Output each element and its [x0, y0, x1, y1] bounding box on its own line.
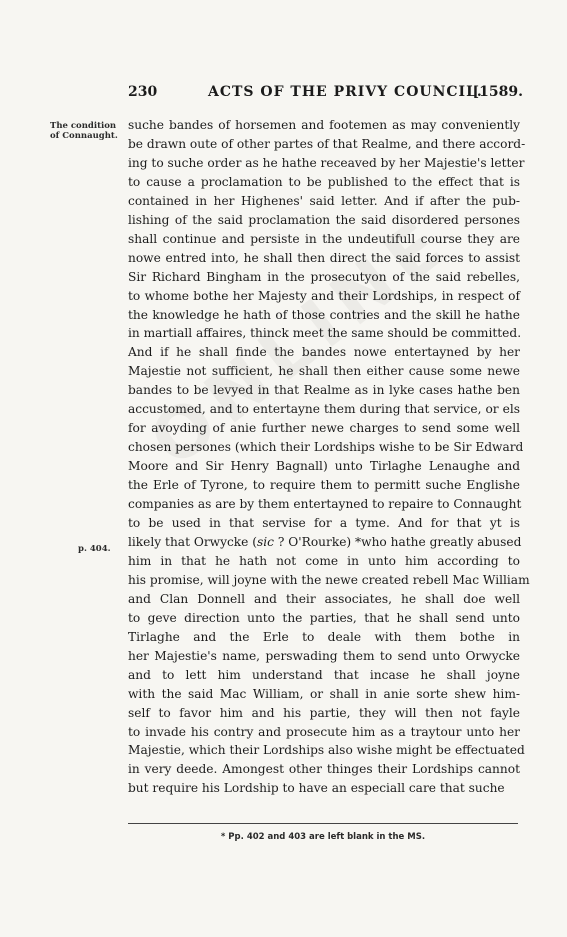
sidenote-condition: The condition of Connaught.: [50, 121, 118, 141]
text-line: accustomed, and to entertayne them during that service, or els: [128, 402, 520, 417]
text-line: to geve direction unto the parties, that he shall send unto: [128, 610, 520, 625]
text-line: to invade his contry and prosecute him as a traytour unto her: [128, 724, 520, 739]
text-line: lishing of the said proclamation the said disordered persones: [128, 212, 520, 227]
page-number: 230: [128, 84, 158, 100]
text-line: And if he shall finde the bandes nowe entertayned by her: [128, 345, 520, 360]
footnote-rule: [128, 823, 518, 824]
text-line: Sir Richard Bingham in the prosecutyon of the said rebelles,: [128, 269, 520, 284]
text-line: for avoyding of anie further newe charges to send some well: [128, 421, 520, 436]
text-line: but require his Lordship to have an especiall care that suche: [128, 781, 505, 796]
year-label: [1589.: [472, 84, 523, 100]
running-title: ACTS OF THE PRIVY COUNCIL.: [208, 84, 483, 100]
text-line: with the said Mac William, or shall in anie sorte shew him-: [128, 686, 520, 701]
text-line: chosen persones (which their Lordships wishe to be Sir Edward: [128, 440, 524, 455]
text-line: the knowledge he hath of those contries and the skill he hathe: [128, 307, 520, 322]
text-line: suche bandes of horsemen and footemen as may conveniently: [128, 118, 520, 132]
text-line: self to favor him and his partie, they will then not fayle: [128, 705, 520, 720]
footnote: * Pp. 402 and 403 are left blank in the MS.: [220, 832, 426, 842]
text-line: in martiall affaires, thinck meet the same should be committed.: [128, 326, 522, 341]
text-line: shall continue and persiste in the undeutifull course they are: [128, 231, 520, 246]
sidenote-page-ref: p. 404.: [78, 544, 111, 554]
text-line: in very deede. Amongest other thinges their Lordships cannot: [128, 762, 520, 777]
text-line: Tirlaghe and the Erle to deale with them bothe in: [128, 629, 520, 644]
text-line: Majestie, which their Lordships also wishe might be effectuated: [128, 743, 525, 758]
text-line: to whome bothe her Majesty and their Lordships, in respect of: [128, 288, 520, 303]
text-line: to be used in that servise for a tyme. And for that yt is: [128, 516, 520, 531]
text-line: him in that he hath not come in unto him according to: [128, 553, 520, 568]
text-line: to cause a proclamation to be published to the effect that is: [128, 174, 520, 189]
text-line: his promise, will joyne with the newe created rebell Mac William: [128, 572, 530, 587]
text-line: her Majestie's name, perswading them to send unto Orwycke: [128, 648, 520, 663]
text-line: and to lett him understand that incase he shall joyne: [128, 667, 520, 682]
body-text: [128, 116, 530, 798]
text-line: ing to suche order as he hathe receaved by her Majestie's letter: [128, 155, 525, 170]
text-line: and Clan Donnell and their associates, he shall doe well: [128, 591, 520, 606]
text-line: nowe entred into, he shall then direct the said forces to assist: [128, 250, 520, 265]
text-line: likely that Orwycke (sic ? O'Rourke) *who hathe greatly abused: [128, 534, 522, 549]
text-line: companies as are by them entertayned to repaire to Connaught: [128, 497, 522, 512]
text-line: be drawn oute of other partes of that Realme, and there accord-: [128, 136, 526, 151]
page-header: [128, 84, 523, 104]
text-line: contained in her Highenes' said letter. And if after the pub-: [128, 193, 520, 208]
text-line: Moore and Sir Henry Bagnall) unto Tirlaghe Lenaughe and: [128, 459, 520, 474]
text-line: the Erle of Tyrone, to require them to permitt suche Englishe: [128, 478, 520, 493]
text-line: bandes to be levyed in that Realme as in lyke cases hathe ben: [128, 383, 520, 398]
text-line: Majestie not sufficient, he shall then either cause some newe: [128, 364, 520, 379]
